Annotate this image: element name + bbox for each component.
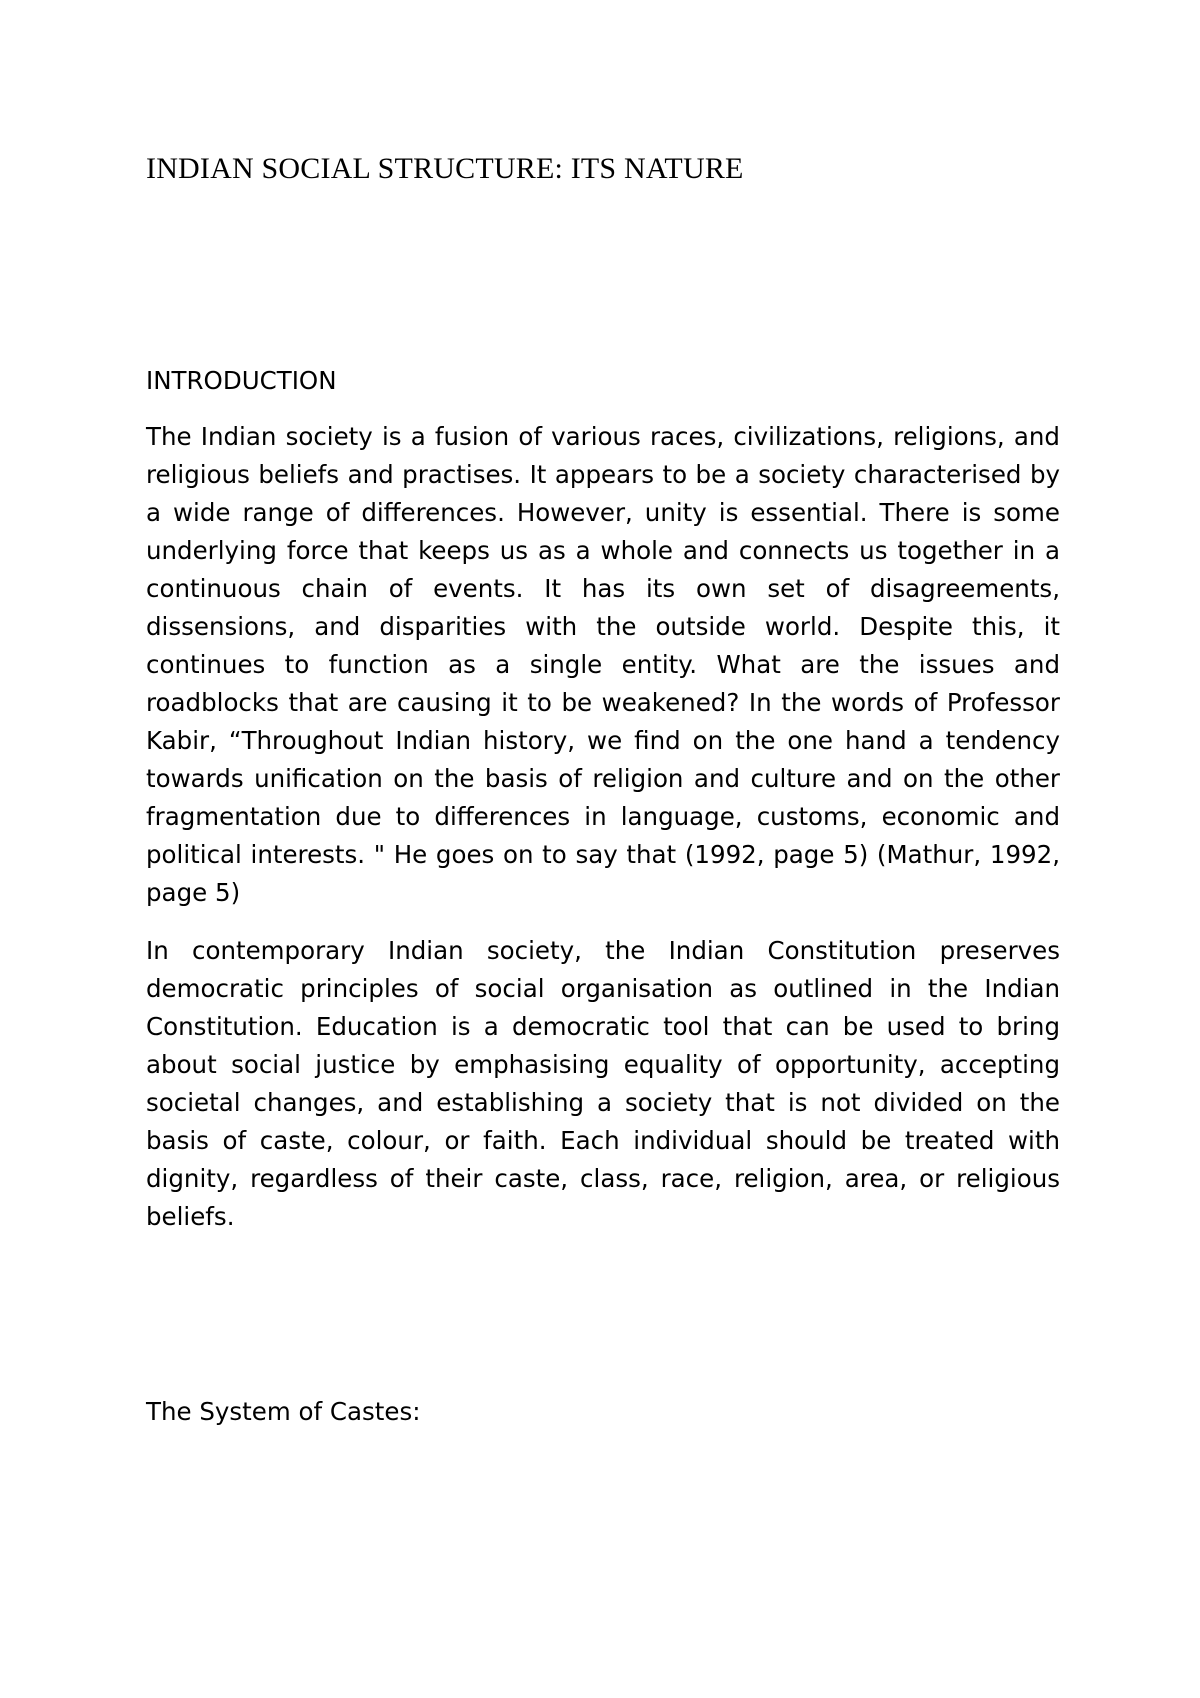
introduction-paragraph-2: In contemporary Indian society, the Indian Constitution preserves democratic principles of social organisation as outlined in the Indian Constitution. Education is a democratic tool that can be used to bring about social justice by emphasising equality of opportunity, accepting societal changes, and establishing a society that is not divided on the basis of caste, colour, or faith. Each individual should be treated with dignity, regardless of their caste, class, race, religion, area, or religious beliefs. — [146, 936, 1060, 1231]
document-title: INDIAN SOCIAL STRUCTURE: ITS NATURE — [146, 152, 744, 185]
introduction-paragraph-1: The Indian society is a fusion of various races, civilizations, religions, and religious beliefs and practises. It appears to be a society characterised by a wide range of differences. However, unity is essential. There is some underlying force that keeps us as a whole and connects us together in a continuous chain of events. It has its own set of disagreements, dissensions, and disparities with the outside world. Despite this, it continues to function as a single entity. What are the issues and roadblocks that are causing it to be weakened? In the words of Professor Kabir, “Throughout Indian history, we find on the one hand a tendency towards unification on the basis of religion and culture and on the other fragmentation due to differences in language, customs, economic and political interests. " He goes on to say that (1992, page 5) (Mathur, 1992, page 5) — [146, 422, 1060, 907]
introduction-section — [146, 362, 1060, 1256]
introduction-heading: INTRODUCTION — [146, 366, 337, 395]
caste-system-heading: The System of Castes: — [146, 1397, 421, 1426]
